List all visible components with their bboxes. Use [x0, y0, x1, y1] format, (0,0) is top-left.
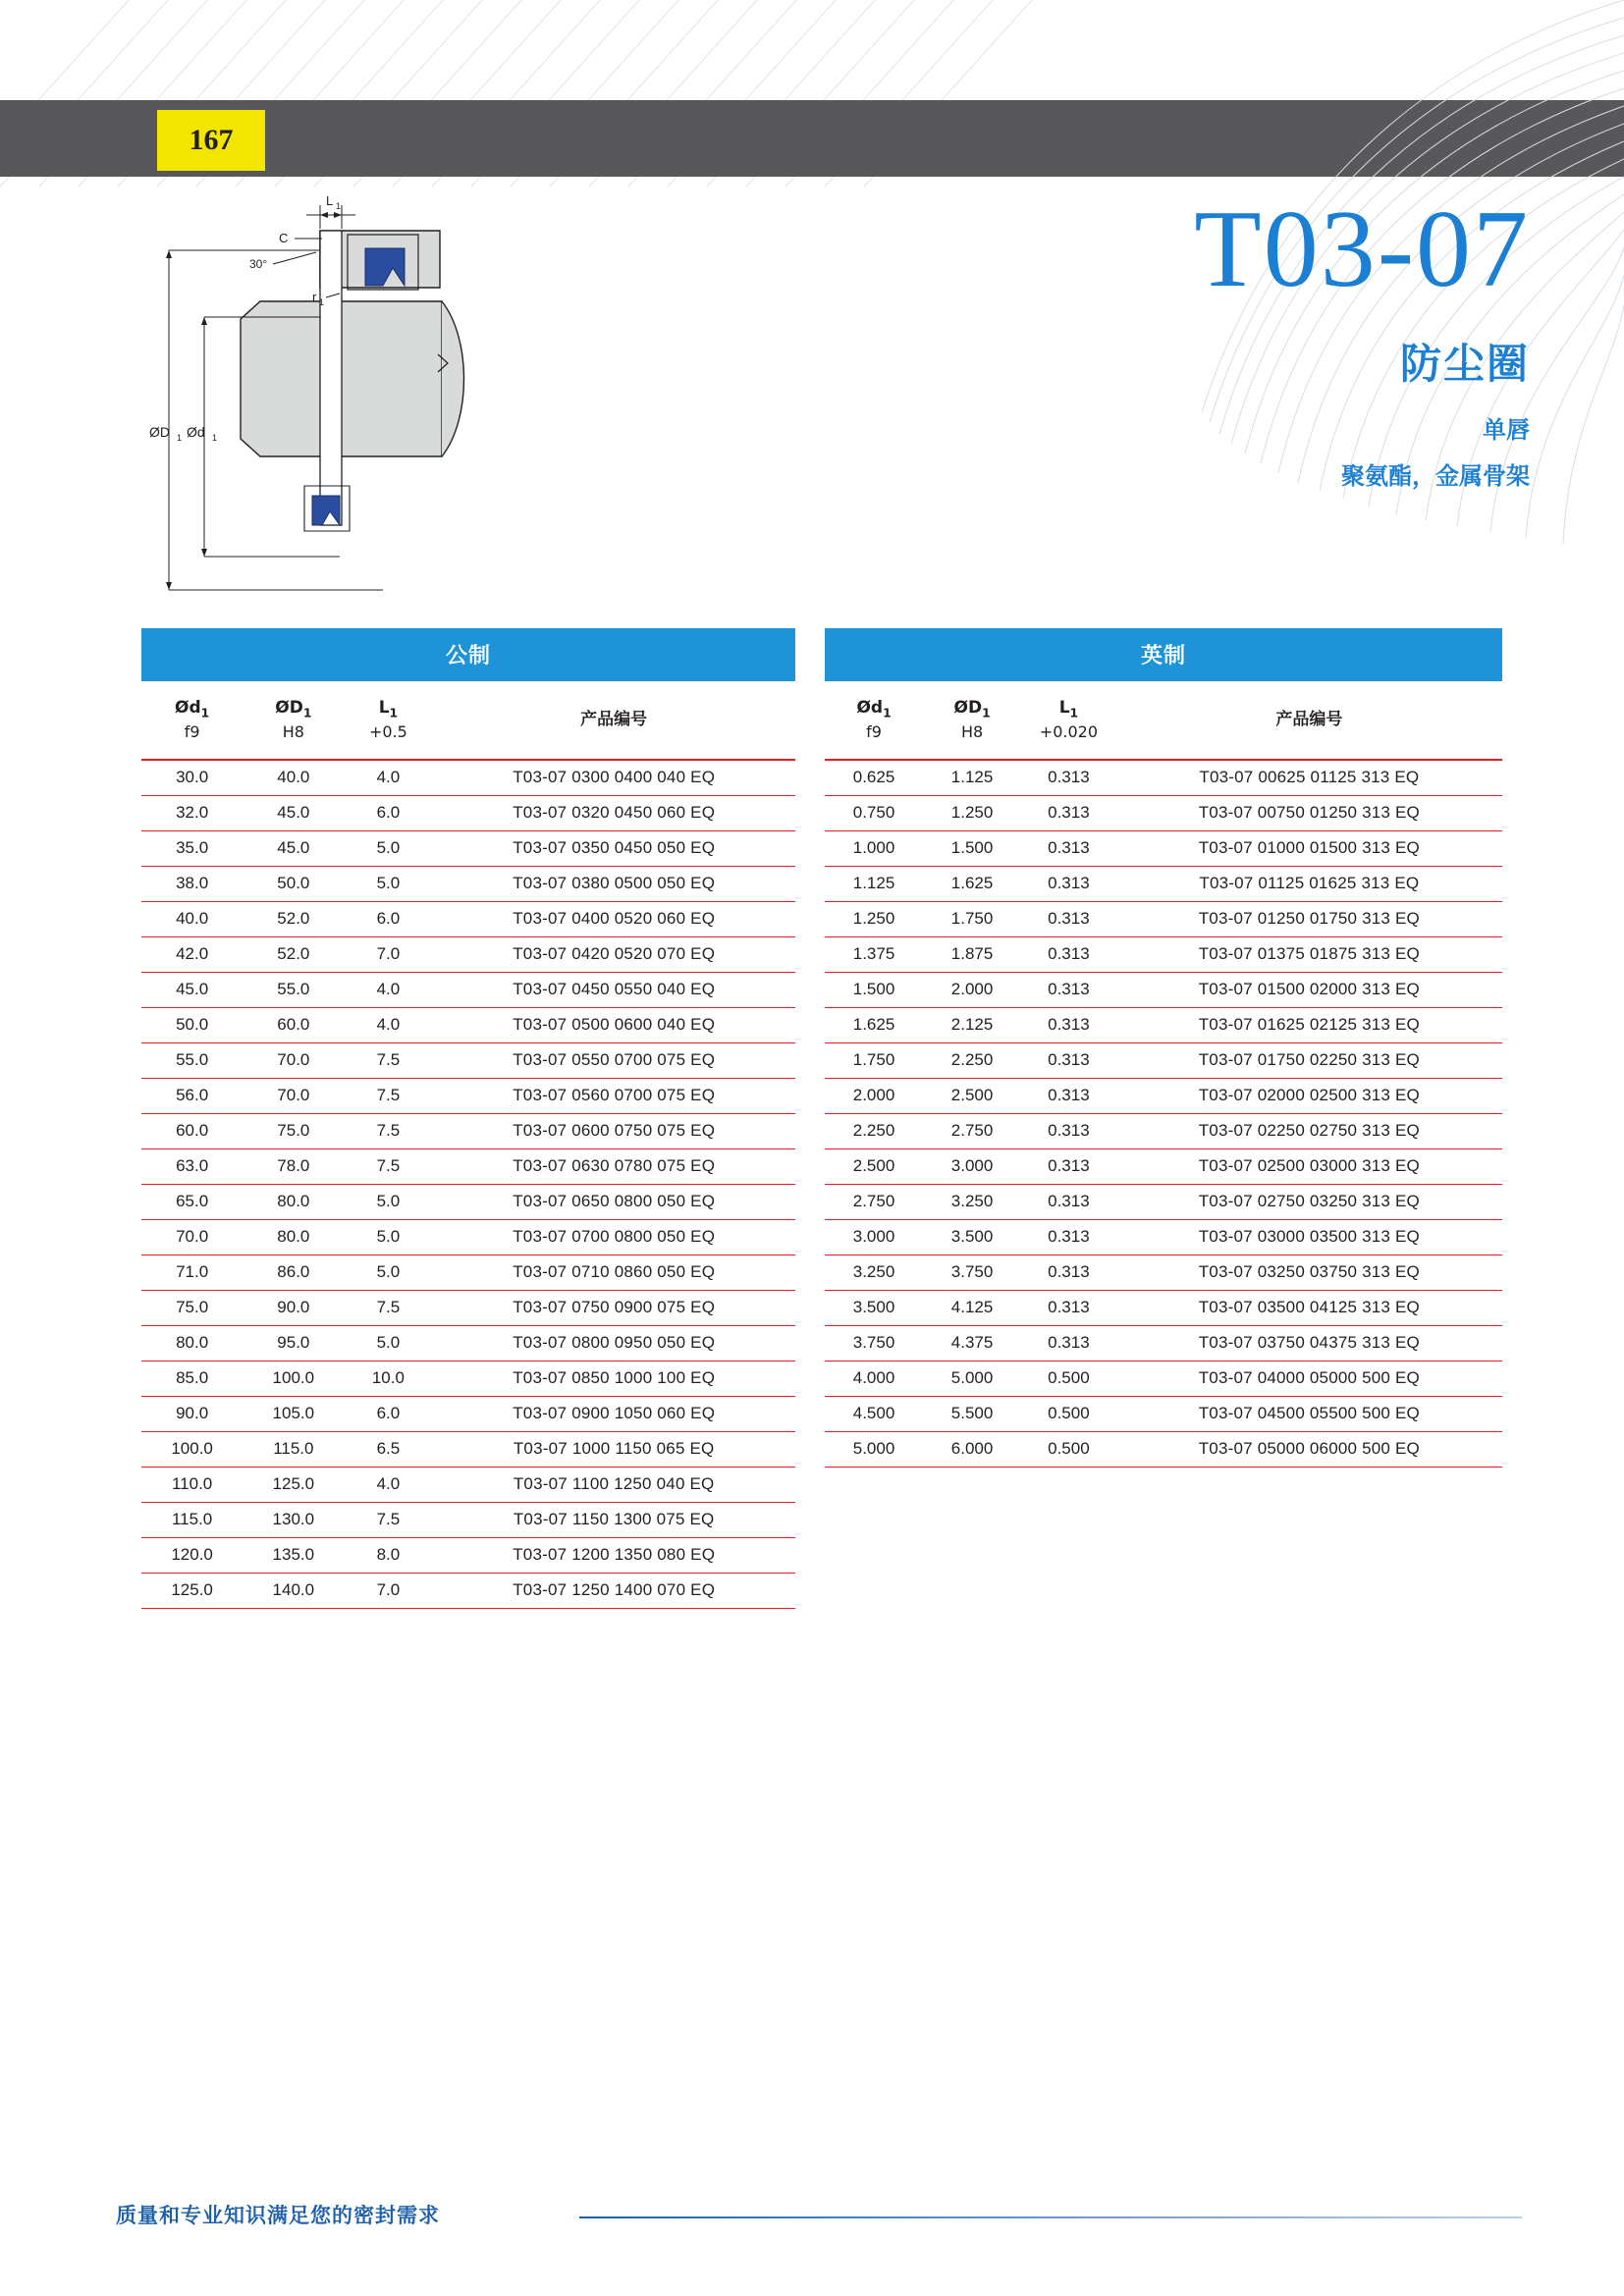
cell-dimension: 4.375	[923, 1325, 1021, 1361]
cell-dimension: 1.500	[825, 972, 923, 1007]
cell-dimension: 0.313	[1021, 936, 1116, 972]
metric-col-part-number: 产品编号	[432, 683, 795, 760]
cell-dimension: 2.500	[825, 1148, 923, 1184]
cell-dimension: 5.0	[344, 1219, 432, 1255]
product-model: T03-07	[1194, 188, 1530, 310]
cell-dimension: 52.0	[243, 901, 344, 936]
cell-part-number: T03-07 0420 0520 070 EQ	[432, 936, 795, 972]
imperial-col-d1	[825, 683, 923, 760]
page-header-band	[0, 0, 1624, 187]
cell-dimension: 50.0	[243, 866, 344, 901]
cell-dimension: 3.750	[825, 1325, 923, 1361]
cell-dimension: 3.500	[825, 1290, 923, 1325]
cell-part-number: T03-07 04000 05000 500 EQ	[1116, 1361, 1502, 1396]
svg-text:C: C	[279, 231, 289, 245]
product-subtitle-lip: 单唇	[1483, 415, 1530, 444]
cell-part-number: T03-07 01000 01500 313 EQ	[1116, 830, 1502, 866]
cell-dimension: 3.500	[923, 1219, 1021, 1255]
page-number: 167	[189, 124, 234, 156]
cell-dimension: 6.0	[344, 901, 432, 936]
cell-dimension: 0.313	[1021, 795, 1116, 830]
svg-text:Ød: Ød	[187, 424, 205, 440]
cell-dimension: 115.0	[243, 1431, 344, 1467]
metric-col-d1	[141, 683, 243, 760]
table-row	[825, 830, 1502, 866]
cell-dimension: 80.0	[243, 1219, 344, 1255]
cell-dimension: 1.125	[825, 866, 923, 901]
imperial-spec-table	[825, 683, 1502, 1468]
cell-dimension: 1.375	[825, 936, 923, 972]
cell-dimension: 65.0	[141, 1184, 243, 1219]
table-row	[825, 1042, 1502, 1078]
cell-dimension: 42.0	[141, 936, 243, 972]
cell-dimension: 1.000	[825, 830, 923, 866]
imperial-col-L1	[1021, 683, 1116, 760]
imperial-table-title: 英制	[825, 628, 1502, 681]
table-row	[825, 1431, 1502, 1467]
imperial-col-L1-main: L	[1058, 698, 1070, 718]
cell-dimension: 86.0	[243, 1255, 344, 1290]
cell-dimension: 4.0	[344, 972, 432, 1007]
cell-dimension: 60.0	[243, 1007, 344, 1042]
cell-part-number: T03-07 01750 02250 313 EQ	[1116, 1042, 1502, 1078]
cell-part-number: T03-07 01625 02125 313 EQ	[1116, 1007, 1502, 1042]
cell-dimension: 0.500	[1021, 1431, 1116, 1467]
cell-dimension: 3.250	[825, 1255, 923, 1290]
table-row	[141, 1007, 795, 1042]
table-row	[141, 1078, 795, 1113]
table-row	[141, 1502, 795, 1537]
table-row	[825, 1007, 1502, 1042]
cell-part-number: T03-07 03750 04375 313 EQ	[1116, 1325, 1502, 1361]
table-row	[141, 1537, 795, 1573]
cell-part-number: T03-07 02750 03250 313 EQ	[1116, 1184, 1502, 1219]
cell-dimension: 0.313	[1021, 1042, 1116, 1078]
cell-dimension: 3.000	[923, 1148, 1021, 1184]
cell-part-number: T03-07 0300 0400 040 EQ	[432, 760, 795, 796]
imperial-col-D1-tol: H8	[960, 721, 984, 741]
cell-dimension: 0.500	[1021, 1361, 1116, 1396]
table-row	[825, 1148, 1502, 1184]
metric-col-d1-tol: f9	[184, 721, 200, 741]
cell-dimension: 5.000	[825, 1431, 923, 1467]
cell-dimension: 7.0	[344, 1573, 432, 1608]
metric-table-header-row	[141, 683, 795, 760]
cell-dimension: 0.313	[1021, 1255, 1116, 1290]
cell-dimension: 35.0	[141, 830, 243, 866]
metric-col-D1	[243, 683, 344, 760]
cell-dimension: 2.500	[923, 1078, 1021, 1113]
cell-dimension: 0.313	[1021, 1113, 1116, 1148]
cell-dimension: 5.0	[344, 830, 432, 866]
cell-dimension: 0.313	[1021, 830, 1116, 866]
cell-dimension: 0.313	[1021, 866, 1116, 901]
imperial-table-container	[825, 628, 1502, 1468]
imperial-col-d1-tol: f9	[866, 721, 882, 741]
cell-dimension: 4.000	[825, 1361, 923, 1396]
table-row	[141, 795, 795, 830]
cell-part-number: T03-07 0400 0520 060 EQ	[432, 901, 795, 936]
cell-dimension: 0.313	[1021, 901, 1116, 936]
cell-part-number: T03-07 03000 03500 313 EQ	[1116, 1219, 1502, 1255]
cell-dimension: 45.0	[141, 972, 243, 1007]
cell-dimension: 5.0	[344, 1184, 432, 1219]
imperial-col-D1-main: ØD	[953, 698, 983, 718]
table-row	[141, 830, 795, 866]
cell-dimension: 5.500	[923, 1396, 1021, 1431]
cell-dimension: 6.0	[344, 1396, 432, 1431]
cell-dimension: 3.000	[825, 1219, 923, 1255]
cell-dimension: 5.000	[923, 1361, 1021, 1396]
product-subtitle-material: 聚氨酯，金属骨架	[1341, 461, 1530, 490]
product-title-block	[842, 188, 1530, 491]
cell-dimension: 0.500	[1021, 1396, 1116, 1431]
cell-dimension: 1.750	[825, 1042, 923, 1078]
table-row	[825, 901, 1502, 936]
cell-part-number: T03-07 1250 1400 070 EQ	[432, 1573, 795, 1608]
cell-dimension: 2.000	[923, 972, 1021, 1007]
imperial-col-L1-index: 1	[1069, 706, 1079, 721]
cell-dimension: 0.313	[1021, 1148, 1116, 1184]
metric-table-container	[141, 628, 795, 1609]
cell-dimension: 0.313	[1021, 1325, 1116, 1361]
table-row	[825, 760, 1502, 796]
cell-dimension: 0.313	[1021, 1007, 1116, 1042]
metric-col-L1	[344, 683, 432, 760]
cell-dimension: 5.0	[344, 1325, 432, 1361]
table-row	[141, 760, 795, 796]
cell-part-number: T03-07 0900 1050 060 EQ	[432, 1396, 795, 1431]
cell-part-number: T03-07 0560 0700 075 EQ	[432, 1078, 795, 1113]
svg-text:1: 1	[177, 433, 183, 443]
cell-dimension: 30.0	[141, 760, 243, 796]
metric-table-title: 公制	[141, 628, 795, 681]
cell-dimension: 40.0	[243, 760, 344, 796]
table-row	[825, 936, 1502, 972]
cell-dimension: 125.0	[243, 1467, 344, 1502]
cell-part-number: T03-07 0320 0450 060 EQ	[432, 795, 795, 830]
cell-dimension: 85.0	[141, 1361, 243, 1396]
table-row	[825, 1113, 1502, 1148]
cell-dimension: 2.250	[825, 1113, 923, 1148]
metric-spec-table	[141, 683, 795, 1609]
table-row	[141, 1184, 795, 1219]
cell-dimension: 4.0	[344, 1467, 432, 1502]
cell-dimension: 80.0	[141, 1325, 243, 1361]
cell-dimension: 6.000	[923, 1431, 1021, 1467]
seal-cross-section-drawing	[147, 191, 658, 614]
cell-part-number: T03-07 00625 01125 313 EQ	[1116, 760, 1502, 796]
product-name-cn: 防尘圈	[1399, 339, 1530, 388]
cell-dimension: 7.5	[344, 1502, 432, 1537]
table-row	[141, 1290, 795, 1325]
table-row	[141, 1467, 795, 1502]
metric-col-D1-index: 1	[302, 706, 312, 721]
svg-text:r: r	[312, 290, 317, 304]
imperial-col-D1-index: 1	[982, 706, 991, 721]
footer-slogan: 质量和专业知识满足您的密封需求	[116, 2204, 440, 2227]
table-row	[825, 1325, 1502, 1361]
metric-col-L1-tol: +0.5	[368, 721, 407, 741]
cell-dimension: 110.0	[141, 1467, 243, 1502]
cell-dimension: 80.0	[243, 1184, 344, 1219]
cell-part-number: T03-07 0710 0860 050 EQ	[432, 1255, 795, 1290]
cell-dimension: 52.0	[243, 936, 344, 972]
cell-dimension: 45.0	[243, 830, 344, 866]
table-row	[141, 1361, 795, 1396]
cell-part-number: T03-07 03500 04125 313 EQ	[1116, 1290, 1502, 1325]
imperial-col-L1-tol: +0.020	[1039, 721, 1098, 741]
cell-part-number: T03-07 04500 05500 500 EQ	[1116, 1396, 1502, 1431]
metric-table-body	[141, 760, 795, 1609]
cell-dimension: 100.0	[141, 1431, 243, 1467]
cell-dimension: 2.750	[923, 1113, 1021, 1148]
svg-text:L: L	[326, 193, 334, 208]
imperial-table-header-row	[825, 683, 1502, 760]
table-row	[825, 1078, 1502, 1113]
cell-dimension: 115.0	[141, 1502, 243, 1537]
cell-dimension: 78.0	[243, 1148, 344, 1184]
cell-dimension: 1.500	[923, 830, 1021, 866]
cell-part-number: T03-07 0380 0500 050 EQ	[432, 866, 795, 901]
table-row	[141, 1113, 795, 1148]
cell-dimension: 6.0	[344, 795, 432, 830]
cell-dimension: 4.0	[344, 760, 432, 796]
metric-col-L1-index: 1	[389, 706, 399, 721]
table-row	[141, 936, 795, 972]
cell-dimension: 1.125	[923, 760, 1021, 796]
cell-part-number: T03-07 1100 1250 040 EQ	[432, 1467, 795, 1502]
table-row	[141, 1573, 795, 1608]
table-row	[141, 1325, 795, 1361]
table-row	[825, 1361, 1502, 1396]
cell-part-number: T03-07 0650 0800 050 EQ	[432, 1184, 795, 1219]
cell-dimension: 0.313	[1021, 1219, 1116, 1255]
cell-dimension: 135.0	[243, 1537, 344, 1573]
cell-part-number: T03-07 0350 0450 050 EQ	[432, 830, 795, 866]
cell-dimension: 1.750	[923, 901, 1021, 936]
cell-dimension: 2.125	[923, 1007, 1021, 1042]
cell-part-number: T03-07 0630 0780 075 EQ	[432, 1148, 795, 1184]
cell-part-number: T03-07 1150 1300 075 EQ	[432, 1502, 795, 1537]
table-row	[825, 866, 1502, 901]
cell-dimension: 0.313	[1021, 760, 1116, 796]
cell-dimension: 4.500	[825, 1396, 923, 1431]
cell-part-number: T03-07 01500 02000 313 EQ	[1116, 972, 1502, 1007]
cell-part-number: T03-07 01375 01875 313 EQ	[1116, 936, 1502, 972]
cell-dimension: 140.0	[243, 1573, 344, 1608]
cell-part-number: T03-07 0700 0800 050 EQ	[432, 1219, 795, 1255]
cell-dimension: 3.250	[923, 1184, 1021, 1219]
table-row	[141, 1396, 795, 1431]
cell-dimension: 55.0	[141, 1042, 243, 1078]
cell-part-number: T03-07 02500 03000 313 EQ	[1116, 1148, 1502, 1184]
cell-part-number: T03-07 02250 02750 313 EQ	[1116, 1113, 1502, 1148]
cell-dimension: 0.625	[825, 760, 923, 796]
cell-dimension: 90.0	[243, 1290, 344, 1325]
imperial-col-part-number: 产品编号	[1116, 683, 1502, 760]
cell-part-number: T03-07 0550 0700 075 EQ	[432, 1042, 795, 1078]
cell-part-number: T03-07 0750 0900 075 EQ	[432, 1290, 795, 1325]
cell-dimension: 50.0	[141, 1007, 243, 1042]
cell-dimension: 0.313	[1021, 1078, 1116, 1113]
cell-dimension: 7.5	[344, 1042, 432, 1078]
cell-part-number: T03-07 00750 01250 313 EQ	[1116, 795, 1502, 830]
cell-dimension: 1.875	[923, 936, 1021, 972]
table-row	[141, 1148, 795, 1184]
table-row	[825, 972, 1502, 1007]
cell-dimension: 1.250	[923, 795, 1021, 830]
table-row	[141, 1042, 795, 1078]
cell-dimension: 8.0	[344, 1537, 432, 1573]
table-row	[141, 866, 795, 901]
footer-divider	[579, 2216, 1522, 2218]
cell-dimension: 4.125	[923, 1290, 1021, 1325]
cell-dimension: 71.0	[141, 1255, 243, 1290]
cell-dimension: 3.750	[923, 1255, 1021, 1290]
metric-col-D1-main: ØD	[275, 698, 303, 718]
cell-part-number: T03-07 1000 1150 065 EQ	[432, 1431, 795, 1467]
imperial-col-d1-index: 1	[883, 706, 892, 721]
cell-dimension: 1.625	[825, 1007, 923, 1042]
imperial-col-d1-main: Ød	[856, 698, 884, 718]
cell-part-number: T03-07 03250 03750 313 EQ	[1116, 1255, 1502, 1290]
cell-dimension: 100.0	[243, 1361, 344, 1396]
cell-dimension: 120.0	[141, 1537, 243, 1573]
cell-dimension: 7.0	[344, 936, 432, 972]
cell-dimension: 60.0	[141, 1113, 243, 1148]
page-footer	[0, 2200, 1624, 2239]
table-row	[825, 1184, 1502, 1219]
cell-dimension: 1.625	[923, 866, 1021, 901]
cell-dimension: 2.250	[923, 1042, 1021, 1078]
table-row	[141, 901, 795, 936]
metric-col-D1-tol: H8	[282, 721, 304, 741]
cell-part-number: T03-07 0450 0550 040 EQ	[432, 972, 795, 1007]
table-row	[141, 1219, 795, 1255]
table-row	[825, 795, 1502, 830]
cell-dimension: 10.0	[344, 1361, 432, 1396]
cell-dimension: 70.0	[243, 1078, 344, 1113]
cell-dimension: 70.0	[141, 1219, 243, 1255]
cell-dimension: 6.5	[344, 1431, 432, 1467]
imperial-col-D1	[923, 683, 1021, 760]
cell-part-number: T03-07 01125 01625 313 EQ	[1116, 866, 1502, 901]
cell-dimension: 4.0	[344, 1007, 432, 1042]
cell-dimension: 2.750	[825, 1184, 923, 1219]
svg-text:30°: 30°	[249, 257, 268, 271]
cell-dimension: 1.250	[825, 901, 923, 936]
cell-dimension: 75.0	[141, 1290, 243, 1325]
cell-part-number: T03-07 05000 06000 500 EQ	[1116, 1431, 1502, 1467]
cell-dimension: 5.0	[344, 1255, 432, 1290]
cell-dimension: 5.0	[344, 866, 432, 901]
cell-dimension: 63.0	[141, 1148, 243, 1184]
imperial-table-body	[825, 760, 1502, 1468]
svg-text:1: 1	[212, 433, 218, 443]
metric-col-d1-index: 1	[200, 706, 210, 721]
cell-dimension: 7.5	[344, 1113, 432, 1148]
cell-part-number: T03-07 1200 1350 080 EQ	[432, 1537, 795, 1573]
cell-dimension: 0.313	[1021, 972, 1116, 1007]
cell-dimension: 75.0	[243, 1113, 344, 1148]
cell-dimension: 55.0	[243, 972, 344, 1007]
cell-part-number: T03-07 0850 1000 100 EQ	[432, 1361, 795, 1396]
cell-dimension: 105.0	[243, 1396, 344, 1431]
svg-text:1: 1	[319, 297, 325, 307]
cell-part-number: T03-07 0800 0950 050 EQ	[432, 1325, 795, 1361]
cell-dimension: 70.0	[243, 1042, 344, 1078]
cell-dimension: 7.5	[344, 1290, 432, 1325]
page-number-badge	[157, 110, 265, 171]
cell-dimension: 56.0	[141, 1078, 243, 1113]
cell-part-number: T03-07 0500 0600 040 EQ	[432, 1007, 795, 1042]
svg-text:ØD: ØD	[149, 424, 170, 440]
cell-dimension: 0.750	[825, 795, 923, 830]
table-row	[825, 1219, 1502, 1255]
table-row	[825, 1290, 1502, 1325]
cell-dimension: 32.0	[141, 795, 243, 830]
table-row	[141, 1255, 795, 1290]
cell-dimension: 0.313	[1021, 1184, 1116, 1219]
cell-dimension: 38.0	[141, 866, 243, 901]
cell-dimension: 90.0	[141, 1396, 243, 1431]
table-row	[825, 1396, 1502, 1431]
svg-text:1: 1	[336, 201, 342, 211]
cell-dimension: 40.0	[141, 901, 243, 936]
cell-dimension: 0.313	[1021, 1290, 1116, 1325]
metric-col-d1-main: Ød	[175, 698, 201, 718]
cell-part-number: T03-07 01250 01750 313 EQ	[1116, 901, 1502, 936]
metric-col-L1-main: L	[378, 698, 390, 718]
table-row	[825, 1255, 1502, 1290]
cell-dimension: 45.0	[243, 795, 344, 830]
cell-part-number: T03-07 0600 0750 075 EQ	[432, 1113, 795, 1148]
cell-part-number: T03-07 02000 02500 313 EQ	[1116, 1078, 1502, 1113]
cell-dimension: 7.5	[344, 1148, 432, 1184]
cell-dimension: 7.5	[344, 1078, 432, 1113]
cell-dimension: 2.000	[825, 1078, 923, 1113]
table-row	[141, 1431, 795, 1467]
cell-dimension: 130.0	[243, 1502, 344, 1537]
cell-dimension: 95.0	[243, 1325, 344, 1361]
cell-dimension: 125.0	[141, 1573, 243, 1608]
table-row	[141, 972, 795, 1007]
